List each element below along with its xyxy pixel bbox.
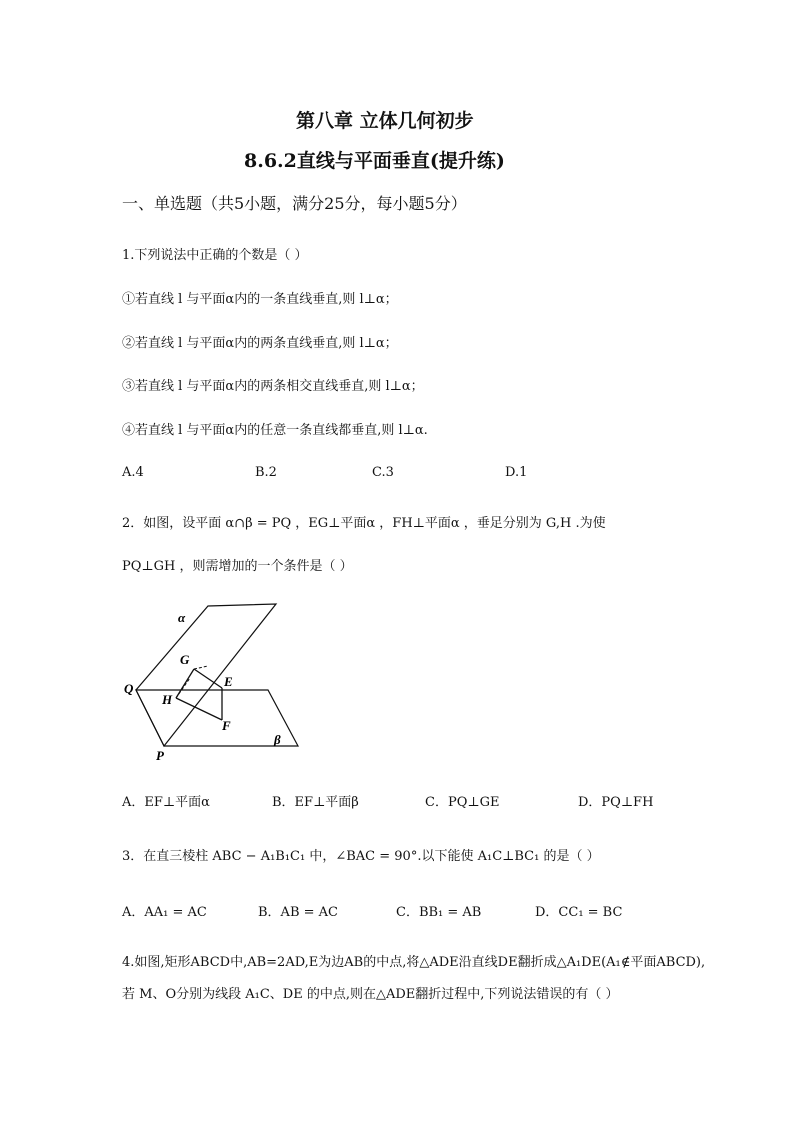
q1-option-b[interactable]: B.2 xyxy=(255,465,277,480)
chapter-title: 第八章 立体几何初步 xyxy=(296,110,474,132)
q2-stem-line2: PQ⊥GH ，则需增加的一个条件是（ ） xyxy=(122,559,353,574)
q2-figure xyxy=(118,598,308,764)
q1-item-1: ①若直线 l 与平面α内的一条直线垂直,则 l⊥α； xyxy=(122,292,398,307)
segment-eg-dashed xyxy=(194,666,208,669)
q1-option-c[interactable]: C.3 xyxy=(372,465,394,480)
q3-stem: 3．在直三棱柱 ABC − A₁B₁C₁ 中，∠BAC = 90°.以下能使 A₁C⊥BC₁ 的是（ ） xyxy=(122,849,600,864)
label-e: E xyxy=(224,674,233,689)
q1-option-d[interactable]: D.1 xyxy=(505,465,528,480)
q2-option-a[interactable]: A．EF⊥平面α xyxy=(122,795,210,810)
section-heading: 一、单选题（共5小题，满分25分，每小题5分） xyxy=(122,194,467,213)
label-beta: β xyxy=(274,732,281,747)
q2-option-c[interactable]: C．PQ⊥GE xyxy=(425,795,500,810)
q3-option-a[interactable]: A．AA₁ = AC xyxy=(122,905,207,920)
q2-option-b[interactable]: B．EF⊥平面β xyxy=(272,795,359,810)
q1-stem: 1.下列说法中正确的个数是（ ） xyxy=(122,248,308,263)
q3-option-c[interactable]: C．BB₁ = AB xyxy=(396,905,482,920)
q4-stem-line2: 若 M、O分别为线段 A₁C、DE 的中点,则在△ADE翻折过程中,下列说法错误的有（ ） xyxy=(122,987,619,1002)
label-p: P xyxy=(156,748,164,763)
q3-option-b[interactable]: B．AB = AC xyxy=(258,905,338,920)
label-g: G xyxy=(180,652,190,667)
q4-stem-line1: 4.如图,矩形ABCD中,AB=2AD,E为边AB的中点,将△ADE沿直线DE翻折成△A₁DE(A₁∉平面ABCD), xyxy=(122,955,706,970)
label-h: H xyxy=(162,692,173,707)
q1-item-3: ③若直线 l 与平面α内的两条相交直线垂直,则 l⊥α； xyxy=(122,379,424,394)
q2-option-d[interactable]: D．PQ⊥FH xyxy=(578,795,654,810)
q1-item-2: ②若直线 l 与平面α内的两条直线垂直,则 l⊥α； xyxy=(122,336,398,351)
q1-option-a[interactable]: A.4 xyxy=(122,465,144,480)
q2-stem-line1: 2．如图，设平面 α∩β = PQ ，EG⊥平面α ，FH⊥平面α ，垂足分别为 G,H .为使 xyxy=(122,516,606,531)
label-q: Q xyxy=(124,681,134,696)
plane-alpha xyxy=(136,604,276,746)
q1-item-4: ④若直线 l 与平面α内的任意一条直线都垂直,则 l⊥α. xyxy=(122,423,428,438)
label-alpha: α xyxy=(178,610,186,625)
lesson-title: 8.6.2直线与平面垂直(提升练) xyxy=(244,150,505,172)
q3-option-d[interactable]: D．CC₁ = BC xyxy=(535,905,623,920)
label-f: F xyxy=(222,718,231,733)
